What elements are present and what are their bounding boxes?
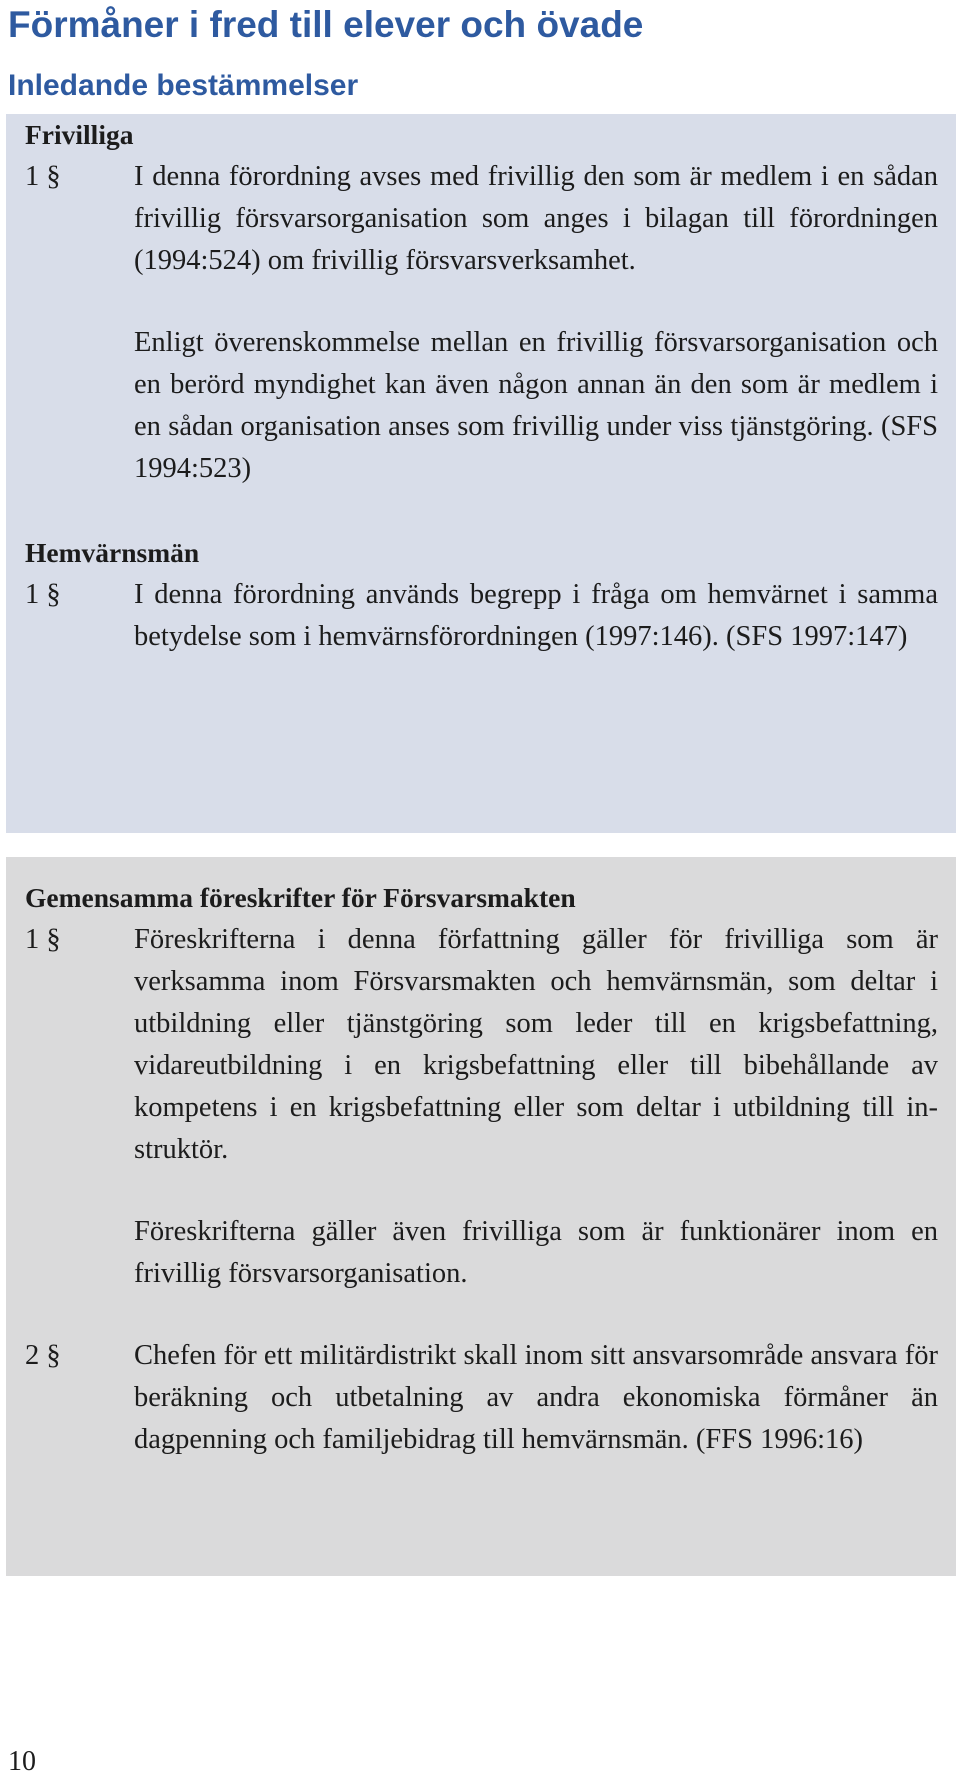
paragraph bbox=[25, 156, 938, 282]
paragraph bbox=[25, 1211, 938, 1295]
paragraph-number: 1 § bbox=[25, 161, 61, 192]
paragraph-number: 1 § bbox=[25, 924, 61, 955]
section-heading-hemvarnsman: Hemvärnsmän bbox=[25, 537, 200, 568]
paragraph-number: 1 § bbox=[25, 579, 61, 610]
gray-box bbox=[6, 857, 956, 1576]
page-number: 10 bbox=[8, 1746, 36, 1777]
paragraph bbox=[25, 1335, 938, 1461]
paragraph-text: Enligt överenskommelse mellan en frivillig försvarsorganisation och en berörd myndighet kan även någon annan än den som är medlem i en sådan organisation anses som frivillig under viss tjänstgöring. (SFS 1994:523) bbox=[134, 327, 938, 484]
blue-box bbox=[6, 114, 956, 833]
paragraph-text: Föreskrifterna gäller även frivilliga som är funktionärer inom en frivillig försvarsorganisation. bbox=[134, 1216, 938, 1289]
paragraph-text: Föreskrifterna i denna författning gäller för frivilliga som är verksamma inom Försvarsmakten och hemvärnsmän, som deltar i utbildning eller tjänstgöring som leder till en krigsbefattning, vidareutbildning i en krigsbefattning eller till bibehållande av kompetens i en krigsbefattning eller som deltar i utbildning till instruktör. bbox=[134, 924, 938, 1165]
section-heading-gemensamma: Gemensamma föreskrifter för Försvarsmakten bbox=[25, 882, 576, 913]
section-frivilliga bbox=[25, 114, 938, 490]
paragraph-text: I denna förordning används begrepp i fråga om hemvärnet i samma betydelse som i hemvärnsförordningen (1997:146). (SFS 1997:147) bbox=[134, 579, 938, 652]
paragraph-text: Chefen för ett militärdistrikt skall inom sitt ansvarsområde ansvara för beräkning och utbetalning av andra ekonomiska förmåner än dagpenning och familjebidrag till hemvärnsmän. (FFS 1996:16) bbox=[134, 1340, 938, 1455]
page-title: Förmåner i fred till elever och övade bbox=[8, 4, 644, 45]
paragraph-text: I denna förordning avses med frivillig den som är medlem i en sådan frivillig försvarsorganisation som anges i bilagan till förordningen (1994:524) om frivillig försvarsverksamhet. bbox=[134, 161, 938, 276]
section-heading-frivilliga: Frivilliga bbox=[25, 119, 134, 150]
paragraph bbox=[25, 574, 938, 658]
page-subtitle: Inledande bestämmelser bbox=[8, 69, 359, 102]
paragraph-number: 2 § bbox=[25, 1340, 61, 1371]
section-hemvarnsman bbox=[25, 532, 938, 658]
paragraph bbox=[25, 322, 938, 490]
paragraph bbox=[25, 919, 938, 1171]
